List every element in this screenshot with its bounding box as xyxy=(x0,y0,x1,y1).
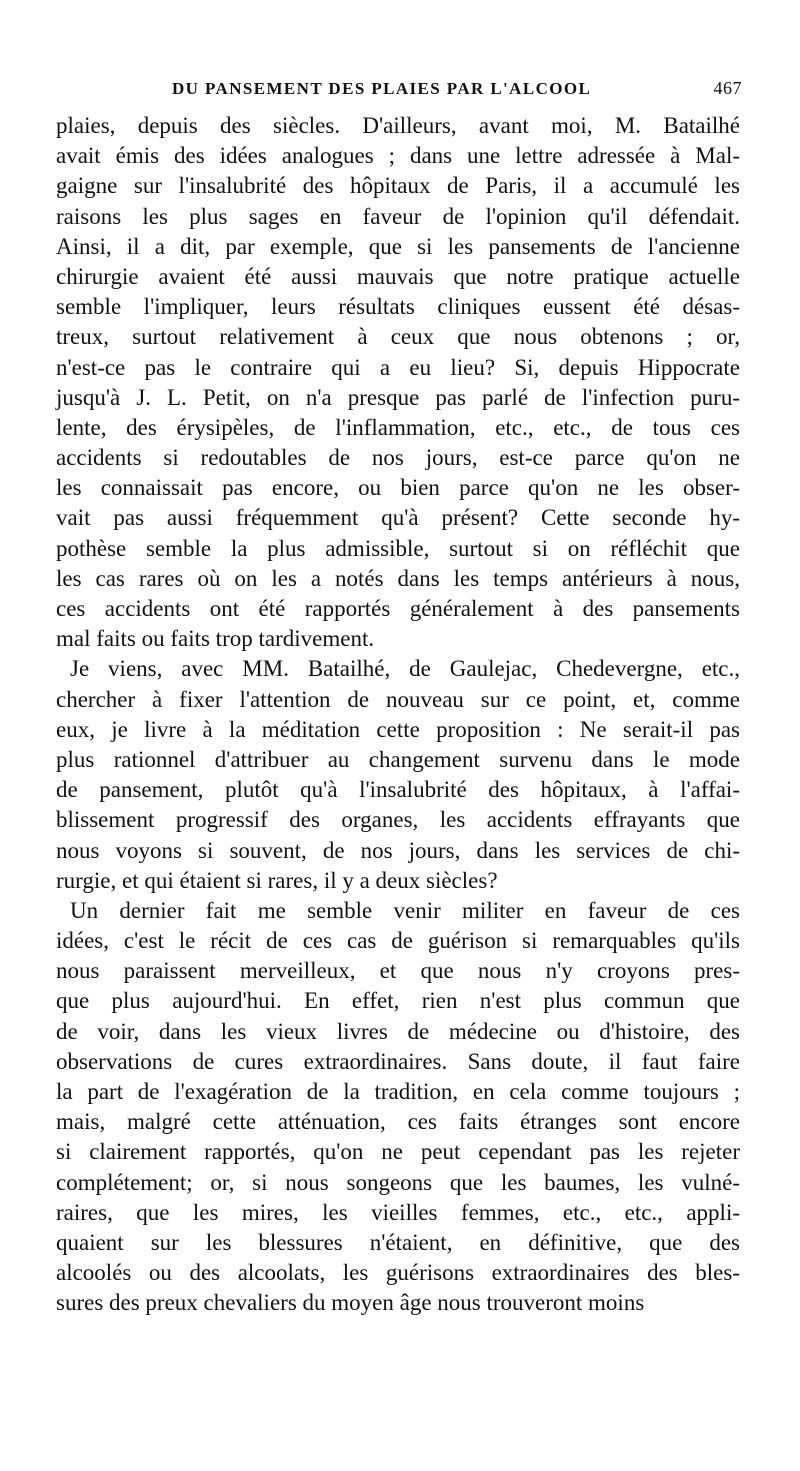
text-line: treux, surtout relativement à ceux que nous obtenons ; or, xyxy=(56,324,740,350)
text-line: la part de l'exagération de la tradition, en cela comme toujours ; xyxy=(56,1079,740,1104)
text-line: chercher à fixer l'attention de nouveau sur ce point, et, comme xyxy=(56,686,740,712)
text-line: raires, que les mires, les vieilles femmes, etc., etc., appli- xyxy=(56,1199,740,1225)
text-line: de voir, dans les vieux livres de médecine ou d'histoire, des xyxy=(56,1018,740,1044)
text-line: sures des preux chevaliers du moyen âge nous trouveront moins xyxy=(56,1290,645,1316)
running-title: DU PANSEMENT DES PLAIES PAR L'ALCOOL xyxy=(172,79,592,98)
text-line: avait émis des idées analogues ; dans une lettre adressée à Mal- xyxy=(56,143,740,169)
text-line: les cas rares où on les a notés dans les temps antérieurs à nous, xyxy=(56,565,740,591)
text-line: Je viens, avec MM. Batailhé, de Gaulejac, Chedevergne, etc., xyxy=(70,656,740,682)
text-line: mais, malgré cette atténuation, ces faits étranges sont encore xyxy=(56,1109,740,1135)
text-line: nous paraissent merveilleux, et que nous n'y croyons pres- xyxy=(56,958,740,984)
text-line: nous voyons si souvent, de nos jours, dans les services de chi- xyxy=(56,837,740,863)
text-line: raisons les plus sages en faveur de l'opinion qu'il défendait. xyxy=(56,203,740,229)
text-line: chirurgie avaient été aussi mauvais que notre pratique actuelle xyxy=(56,263,740,289)
text-line: pothèse semble la plus admissible, surtout si on réfléchit que xyxy=(56,535,740,561)
text-line: quaient sur les blessures n'étaient, en définitive, que des xyxy=(56,1229,740,1255)
paragraph xyxy=(56,896,740,1319)
text-line: plaies, depuis des siècles. D'ailleurs, avant moi, M. Batailhé xyxy=(56,113,740,138)
text-line: blissement progressif des organes, les accidents effrayants que xyxy=(56,807,740,833)
text-line: mal faits ou faits trop tardivement. xyxy=(56,626,375,652)
text-line: Un dernier fait me semble venir militer en faveur de ces xyxy=(70,897,740,923)
text-line: n'est-ce pas le contraire qui a eu lieu? Si, depuis Hippocrate xyxy=(56,354,740,380)
text-line: idées, c'est le récit de ces cas de guérison si remarquables qu'ils xyxy=(56,928,740,954)
text-line: si clairement rapportés, qu'on ne peut cependant pas les rejeter xyxy=(56,1139,740,1165)
page-number: 467 xyxy=(713,78,742,98)
paragraph xyxy=(56,654,740,896)
text-line: que plus aujourd'hui. En effet, rien n'est plus commun que xyxy=(56,988,740,1014)
text-line: ces accidents ont été rapportés généralement à des pansements xyxy=(56,596,740,621)
text-line: eux, je livre à la méditation cette proposition : Ne serait-il pas xyxy=(56,716,740,742)
body-text xyxy=(56,111,740,1319)
text-line: plus rationnel d'attribuer au changement survenu dans le mode xyxy=(56,746,740,772)
text-line: Ainsi, il a dit, par exemple, que si les pansements de l'ancienne xyxy=(56,233,740,259)
text-line: vait pas aussi fréquemment qu'à présent? Cette seconde hy- xyxy=(56,505,740,531)
text-line: semble l'impliquer, leurs résultats cliniques eussent été désas- xyxy=(56,294,740,320)
text-line: complétement; or, si nous songeons que les baumes, les vulné- xyxy=(56,1169,740,1195)
text-line: lente, des érysipèles, de l'inflammation, etc., etc., de tous ces xyxy=(56,414,740,440)
running-head xyxy=(172,78,742,102)
paragraph xyxy=(56,111,740,654)
text-line: gaigne sur l'insalubrité des hôpitaux de Paris, il a accumulé les xyxy=(56,173,740,199)
text-line: accidents si redoutables de nos jours, est-ce parce qu'on ne xyxy=(56,445,740,471)
text-line: les connaissait pas encore, ou bien parce qu'on ne les obser- xyxy=(56,475,740,501)
text-line: rurgie, et qui étaient si rares, il y a deux siècles? xyxy=(56,867,498,893)
text-line: observations de cures extraordinaires. Sans doute, il faut faire xyxy=(56,1048,740,1074)
text-line: alcoolés ou des alcoolats, les guérisons extraordinaires des bles- xyxy=(56,1260,740,1286)
text-line: jusqu'à J. L. Petit, on n'a presque pas parlé de l'infection puru- xyxy=(56,384,740,410)
text-line: de pansement, plutôt qu'à l'insalubrité des hôpitaux, à l'affai- xyxy=(56,777,740,803)
